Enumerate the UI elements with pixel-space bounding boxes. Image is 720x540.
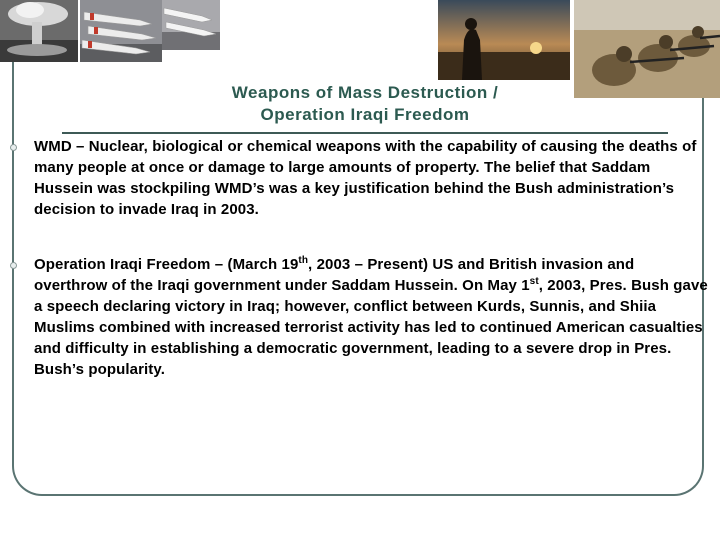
wmd-paragraph: WMD – Nuclear, biological or chemical weapons with the capability of causing the deaths of many people at once or damage to large amounts of property. The belief that Saddam Hussein was stockpiling WMD’s was a key justification behind the Bush administration’s decision to invade Iraq in 2003. — [34, 138, 697, 218]
soldier-sunset-photo — [438, 0, 570, 80]
para2-sup1: th — [298, 255, 309, 266]
mushroom-cloud-photo — [0, 0, 78, 62]
missiles-photo — [80, 0, 162, 62]
title-line-2: Operation Iraqi Freedom — [260, 105, 470, 124]
bullet-icon — [10, 144, 17, 151]
missile-rows-photo — [162, 0, 220, 50]
operation-iraqi-freedom-paragraph — [34, 254, 710, 380]
title-line-1: Weapons of Mass Destruction / — [231, 83, 499, 102]
title-underline — [62, 132, 668, 134]
para2-part1: Operation Iraqi Freedom – (March 19 — [34, 256, 299, 273]
soldiers-rifles-photo — [574, 0, 720, 98]
slide-title — [150, 82, 580, 126]
bullet-icon — [10, 262, 17, 269]
para2-sup2: st — [529, 276, 539, 287]
para2-part3: , 2003, Pres. Bush gave a speech declaring victory in Iraq; however, conflict between Kurds, Sunnis, and Shiia Muslims combined with increased terrorist activity has led to continued American casualties and difficulty in establishing a democratic government, leading to a severe drop in Pres. Bush’s popularity. — [34, 277, 708, 378]
para2-part2: , 2003 – Present) US and British invasion and overthrow of the Iraqi government under Saddam Hussein. On May 1 — [34, 256, 635, 294]
